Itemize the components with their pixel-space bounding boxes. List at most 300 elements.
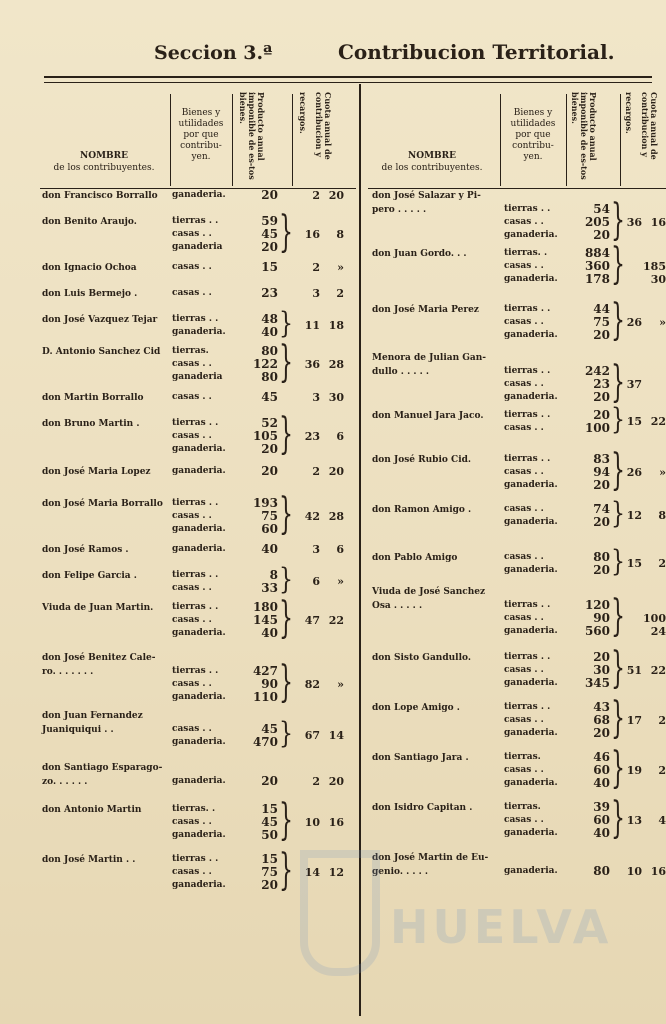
contributor-name-line: don José Maria Perez — [372, 305, 479, 315]
asset-class-label: casas . . — [172, 511, 212, 521]
asset-class-label: tierras . . — [172, 418, 219, 428]
asset-class-label: ganaderia. — [172, 524, 226, 534]
asset-class-label: casas . . — [504, 423, 544, 433]
quota-reales: 67 — [304, 729, 320, 742]
product-value: 33 — [261, 581, 278, 595]
quota-amount — [620, 509, 666, 522]
asset-class — [172, 853, 226, 892]
product-value: 75 — [261, 865, 278, 879]
quota-reales: 2 — [312, 465, 320, 478]
product-value: 40 — [261, 542, 278, 556]
contributor-name — [42, 569, 170, 583]
quota-maravedis: 20 — [328, 465, 344, 478]
contributor-name — [42, 287, 170, 301]
taxable-product — [250, 601, 278, 640]
name-header-line-1: NOMBRE — [80, 151, 128, 161]
asset-class-label: ganaderia. — [172, 692, 226, 702]
quota-amount — [298, 391, 344, 404]
contributor-name-line: don Juan Gordo. . . — [372, 249, 467, 259]
taxable-product — [250, 853, 278, 892]
quota-maravedis: 2 — [658, 557, 666, 570]
product-value: 15 — [261, 260, 278, 274]
contributor-name — [42, 651, 170, 679]
asset-class — [172, 601, 226, 640]
quota-reales: 10 — [626, 865, 642, 878]
table-row — [40, 491, 356, 543]
contributor-name — [372, 651, 504, 665]
brace-mark: } — [279, 491, 293, 540]
quota-reales: 12 — [626, 509, 642, 522]
product-value: 75 — [261, 509, 278, 523]
product-value: 43 — [593, 700, 610, 714]
contributor-name-line: don José Rubio Cid. — [372, 455, 472, 465]
table-row — [368, 189, 666, 247]
quota-amount — [620, 557, 666, 570]
brace-mark: } — [279, 564, 293, 597]
asset-class-label: tierras . . — [504, 600, 551, 610]
product-value: 75 — [593, 315, 610, 329]
quota-maravedis: 14 — [328, 729, 344, 742]
product-value: 50 — [261, 828, 278, 842]
asset-class-label: ganaderia. — [504, 866, 558, 876]
contributor-name-line: don José Salazar y Pi- — [372, 191, 481, 201]
taxable-product — [250, 665, 278, 704]
quota-amount — [298, 189, 344, 202]
contributor-name-line: don Francisco Borrallo — [42, 191, 158, 201]
cuota-header: Cuota anual de contribucion y — [314, 92, 333, 160]
product-value: 45 — [261, 815, 278, 829]
product-value: 20 — [593, 515, 610, 529]
quota-reales: 26 — [626, 316, 642, 329]
contributor-name — [372, 247, 504, 261]
asset-class-label: ganaderia. — [504, 678, 558, 688]
quota-reales: 2 — [312, 775, 320, 788]
asset-class-label: ganaderia. — [172, 466, 226, 476]
asset-class-label: ganaderia. — [172, 776, 226, 786]
contributor-name-line: don Isidro Capitan . — [372, 803, 473, 813]
asset-class-label: ganaderia. — [504, 828, 558, 838]
name-header-line-2: de los contribuyentes. — [53, 163, 155, 173]
section-label: Seccion 3.ª — [154, 42, 273, 64]
asset-class-label: ganaderia. — [504, 626, 558, 636]
name-header — [40, 150, 168, 174]
quota-reales: 23 — [304, 430, 320, 443]
brace-mark: } — [279, 209, 293, 258]
table-row — [368, 546, 666, 585]
brace-mark: } — [279, 308, 293, 341]
table-row — [40, 261, 356, 287]
quota-maravedis: 12 — [328, 866, 344, 879]
quota-reales: 6 — [312, 575, 320, 588]
quota-reales: 26 — [626, 466, 642, 479]
contributor-name — [42, 853, 170, 867]
asset-class-label: ganaderia. — [172, 880, 226, 890]
contributor-name-line: don José Vazquez Tejar — [42, 315, 158, 325]
asset-class-label: tierras . . — [172, 314, 219, 324]
asset-class — [172, 261, 212, 274]
product-value: 80 — [593, 550, 610, 564]
table-row — [40, 287, 356, 313]
quota-amount — [298, 575, 344, 588]
table-row — [40, 761, 356, 803]
taxable-product — [250, 775, 278, 788]
asset-class-label: casas . . — [504, 261, 544, 271]
quota-maravedis: » — [337, 575, 344, 588]
quota-amount — [620, 316, 666, 329]
quota-reales: 2 — [312, 261, 320, 274]
table-row — [40, 339, 356, 391]
product-value: 80 — [593, 864, 610, 878]
asset-class-label: tierras . . — [504, 366, 551, 376]
quota-maravedis: 8 — [658, 509, 666, 522]
contributor-name-line: don José Martin de Eu- — [372, 853, 489, 863]
asset-class-label: ganaderia. — [504, 480, 558, 490]
taxable-product — [250, 313, 278, 339]
contributor-name-line: don Luis Bermejo . — [42, 289, 138, 299]
quota-amount — [620, 664, 666, 677]
quota-maravedis: 4 — [658, 814, 666, 827]
bienes-header-line: yen. — [191, 152, 211, 162]
product-value: 20 — [593, 478, 610, 492]
product-value: 20 — [593, 726, 610, 740]
asset-class-label: tierras . . — [172, 666, 219, 676]
table-row — [40, 189, 356, 215]
contributor-name — [372, 585, 504, 613]
taxable-product — [582, 551, 610, 577]
asset-class-label: tierras. — [504, 802, 541, 812]
quota-amount — [620, 612, 666, 638]
contributor-name-line: Osa . . . . . — [372, 601, 423, 611]
taxable-product — [250, 497, 278, 536]
table-row — [40, 391, 356, 417]
asset-class — [504, 701, 558, 740]
contributor-name-line: don José Ramos . — [42, 545, 129, 555]
quota-maravedis: 22 — [650, 415, 666, 428]
asset-class — [172, 543, 226, 556]
quota-amount — [620, 415, 666, 428]
quota-reales: 37 — [626, 378, 642, 391]
taxable-product — [582, 409, 610, 435]
brace-mark: } — [611, 359, 625, 408]
quota-amount — [620, 865, 666, 878]
taxable-product — [582, 651, 610, 690]
brace-mark: } — [279, 595, 293, 644]
quota-reales: 3 — [312, 287, 320, 300]
asset-class — [172, 775, 226, 788]
asset-class — [172, 313, 226, 339]
contributor-name-line: zo. . . . . . — [42, 777, 88, 787]
asset-class-label: ganaderia. — [172, 830, 226, 840]
taxable-product — [250, 189, 278, 202]
asset-class — [172, 665, 226, 704]
product-value: 45 — [261, 390, 278, 404]
product-value: 470 — [252, 735, 278, 749]
asset-class — [172, 497, 226, 536]
quota-maravedis: 30 — [650, 273, 666, 286]
quota-amount — [298, 775, 344, 788]
contributor-name — [42, 215, 170, 229]
contributor-name-line: dullo . . . . . — [372, 367, 430, 377]
brace-mark: } — [279, 339, 293, 388]
asset-class — [504, 247, 558, 286]
contributor-name-line: don Lope Amigo . — [372, 703, 460, 713]
quota-amount — [298, 678, 344, 691]
contributor-name-line: don Bruno Martin . — [42, 419, 140, 429]
asset-class-label: casas . . — [504, 552, 544, 562]
taxable-product — [250, 723, 278, 749]
quota-maravedis: » — [337, 678, 344, 691]
right-column — [368, 88, 666, 911]
contributor-name-line: don Pablo Amigo — [372, 553, 458, 563]
product-value: 20 — [261, 442, 278, 456]
product-value: 110 — [252, 690, 278, 704]
bienes-header-line: por que — [515, 130, 551, 140]
watermark-text: HUELVA — [390, 900, 613, 954]
asset-class-label: casas . . — [504, 379, 544, 389]
contributor-name-line: D. Antonio Sanchez Cid — [42, 347, 161, 357]
contributor-name — [42, 497, 170, 511]
asset-class-label: ganaderia. — [504, 728, 558, 738]
taxable-product — [582, 303, 610, 342]
product-value: 884 — [584, 246, 610, 260]
taxable-product — [582, 503, 610, 529]
product-value: 20 — [261, 188, 278, 202]
asset-class — [172, 417, 226, 456]
taxable-product — [250, 287, 278, 300]
asset-class-label: tierras . . — [172, 216, 219, 226]
asset-class-label: casas . . — [504, 665, 544, 675]
table-row — [40, 543, 356, 569]
contributor-name — [372, 453, 504, 467]
brace-mark: } — [611, 404, 625, 437]
asset-class — [504, 751, 558, 790]
contributor-name-line: ro. . . . . . . — [42, 667, 94, 677]
product-value: 15 — [261, 852, 278, 866]
asset-class-label: casas . . — [504, 815, 544, 825]
product-value: 60 — [593, 763, 610, 777]
quota-reales: 51 — [626, 664, 642, 677]
asset-class — [172, 723, 226, 749]
quota-reales: 82 — [304, 678, 320, 691]
quota-maravedis: 28 — [328, 510, 344, 523]
product-value: 45 — [261, 227, 278, 241]
brace-mark: } — [611, 447, 625, 496]
right-entries — [368, 189, 666, 911]
product-value: 20 — [261, 240, 278, 254]
asset-class-label: casas . . — [172, 392, 212, 402]
asset-class-label: casas . . — [172, 724, 212, 734]
quota-reales: 185 — [643, 260, 666, 273]
bienes-header-line: utilidades — [178, 119, 224, 129]
product-value: 178 — [584, 272, 610, 286]
taxable-product — [582, 365, 610, 404]
quota-reales: 3 — [312, 543, 320, 556]
taxable-product — [250, 569, 278, 595]
table-row — [40, 564, 356, 601]
quota-reales: 15 — [626, 557, 642, 570]
product-value: 60 — [593, 813, 610, 827]
product-value: 427 — [252, 664, 278, 678]
product-value: 44 — [593, 302, 610, 316]
asset-class-label: tierras . . — [504, 204, 551, 214]
contributor-name-line: don José Benitez Cale- — [42, 653, 156, 663]
product-value: 122 — [252, 357, 278, 371]
product-value: 20 — [593, 408, 610, 422]
quota-amount — [620, 466, 666, 479]
quota-reales: 100 — [643, 612, 666, 625]
quota-maravedis: 2 — [658, 764, 666, 777]
product-value: 205 — [584, 215, 610, 229]
contributor-name — [42, 761, 170, 789]
contributor-name-line: Viuda de Juan Martin. — [42, 603, 154, 613]
asset-class-label: ganaderia. — [504, 230, 558, 240]
quota-reales: 42 — [304, 510, 320, 523]
product-value: 40 — [593, 826, 610, 840]
product-value: 20 — [261, 774, 278, 788]
asset-class — [504, 409, 550, 435]
product-value: 120 — [584, 598, 610, 612]
contributor-name-line: don Martin Borrallo — [42, 393, 144, 403]
quota-reales: 13 — [626, 814, 642, 827]
taxable-product — [582, 203, 610, 242]
asset-class — [172, 189, 226, 202]
contributor-name-line: pero . . . . . — [372, 205, 427, 215]
product-value: 100 — [584, 421, 610, 435]
asset-class-label: ganaderia. — [504, 274, 558, 284]
header-separator — [500, 94, 501, 186]
contributor-name — [372, 303, 504, 317]
contributor-name — [42, 345, 170, 359]
asset-class — [172, 465, 226, 478]
brace-mark: } — [279, 411, 293, 460]
asset-class-label: tierras . . — [504, 304, 551, 314]
quota-maravedis: 20 — [328, 189, 344, 202]
brace-mark: } — [611, 546, 625, 579]
contributor-name — [42, 465, 170, 479]
quota-maravedis: 18 — [328, 319, 344, 332]
quota-maravedis: 8 — [336, 228, 344, 241]
quota-amount — [298, 358, 344, 371]
asset-class — [504, 551, 558, 577]
contributor-name-line: don Felipe Garcia . — [42, 571, 137, 581]
taxable-product — [250, 465, 278, 478]
asset-class-label: ganaderia. — [172, 628, 226, 638]
quota-amount — [298, 543, 344, 556]
product-value: 105 — [252, 429, 278, 443]
producto-header: Producto anual imponible de es-tos bienes. — [238, 92, 266, 180]
product-value: 23 — [593, 377, 610, 391]
quota-reales: 14 — [304, 866, 320, 879]
product-value: 40 — [261, 325, 278, 339]
taxable-product — [250, 391, 278, 404]
product-value: 83 — [593, 452, 610, 466]
quota-reales: 17 — [626, 714, 642, 727]
name-header-line-1: NOMBRE — [408, 151, 456, 161]
product-value: 20 — [261, 464, 278, 478]
table-row — [40, 209, 356, 261]
quota-maravedis: 20 — [328, 775, 344, 788]
asset-class-label: tierras. . — [172, 804, 216, 814]
contributor-name-line: don Santiago Esparago- — [42, 763, 163, 773]
table-row — [368, 447, 666, 503]
asset-class-label: casas . . — [504, 613, 544, 623]
cuota-header: Cuota anual de contribucion y — [640, 92, 659, 160]
asset-class — [504, 365, 558, 404]
contributor-name-line: genio. . . . . — [372, 867, 429, 877]
contributor-name-line: don Juan Fernandez — [42, 711, 143, 721]
header-separator — [232, 94, 233, 186]
brace-mark: } — [611, 745, 625, 794]
asset-class-label: ganaderia. — [504, 517, 558, 527]
product-value: 345 — [584, 676, 610, 690]
contributor-name-line: Menora de Julian Gan- — [372, 353, 487, 363]
asset-class-label: ganaderia. — [504, 565, 558, 575]
table-row — [368, 585, 666, 651]
taxable-product — [582, 247, 610, 286]
quota-amount — [298, 261, 344, 274]
name-header-line-2: de los contribuyentes. — [381, 163, 483, 173]
product-value: 90 — [261, 677, 278, 691]
asset-class-label: ganaderia. — [172, 327, 226, 337]
bienes-header-line: yen. — [523, 152, 543, 162]
contributor-name-line: don José Maria Borrallo — [42, 499, 163, 509]
table-row — [40, 595, 356, 651]
contributor-name-line: don Antonio Martin — [42, 805, 142, 815]
quota-amount — [620, 764, 666, 777]
table-row — [368, 241, 666, 303]
asset-class-label: casas . . — [172, 262, 212, 272]
product-value: 23 — [261, 286, 278, 300]
header-separator — [170, 94, 171, 186]
asset-class — [172, 391, 212, 404]
quota-amount — [298, 465, 344, 478]
asset-class — [504, 801, 558, 840]
asset-class-label: casas . . — [172, 867, 212, 877]
asset-class-label: tierras. . — [504, 248, 548, 258]
product-value: 94 — [593, 465, 610, 479]
asset-class-label: tierras . . — [504, 454, 551, 464]
asset-class — [172, 287, 212, 300]
brace-mark: } — [279, 718, 293, 751]
quota-maravedis: 2 — [336, 287, 344, 300]
quota-amount — [298, 614, 344, 627]
asset-class — [504, 599, 558, 638]
product-value: 48 — [261, 312, 278, 326]
contributor-name-line: don Ignacio Ochoa — [42, 263, 137, 273]
product-value: 39 — [593, 800, 610, 814]
bienes-header-line: por que — [183, 130, 219, 140]
contributor-name — [42, 601, 170, 615]
contributor-name-line: don Santiago Jara . — [372, 753, 469, 763]
quota-maravedis: 6 — [336, 543, 344, 556]
asset-class-label: ganaderia — [172, 372, 223, 382]
table-row — [40, 709, 356, 761]
product-value: 40 — [593, 776, 610, 790]
asset-class-label: casas . . — [504, 715, 544, 725]
quota-amount — [298, 816, 344, 829]
contributor-name — [42, 189, 170, 203]
quota-amount — [620, 216, 666, 229]
asset-class-label: ganaderia. — [172, 544, 226, 554]
product-value: 193 — [252, 496, 278, 510]
product-value: 45 — [261, 722, 278, 736]
quota-reales: 47 — [304, 614, 320, 627]
asset-class-label: ganaderia. — [504, 330, 558, 340]
asset-class-label: ganaderia. — [172, 444, 226, 454]
asset-class-label: casas . . — [504, 504, 544, 514]
table-row — [40, 308, 356, 345]
asset-class — [504, 303, 558, 342]
